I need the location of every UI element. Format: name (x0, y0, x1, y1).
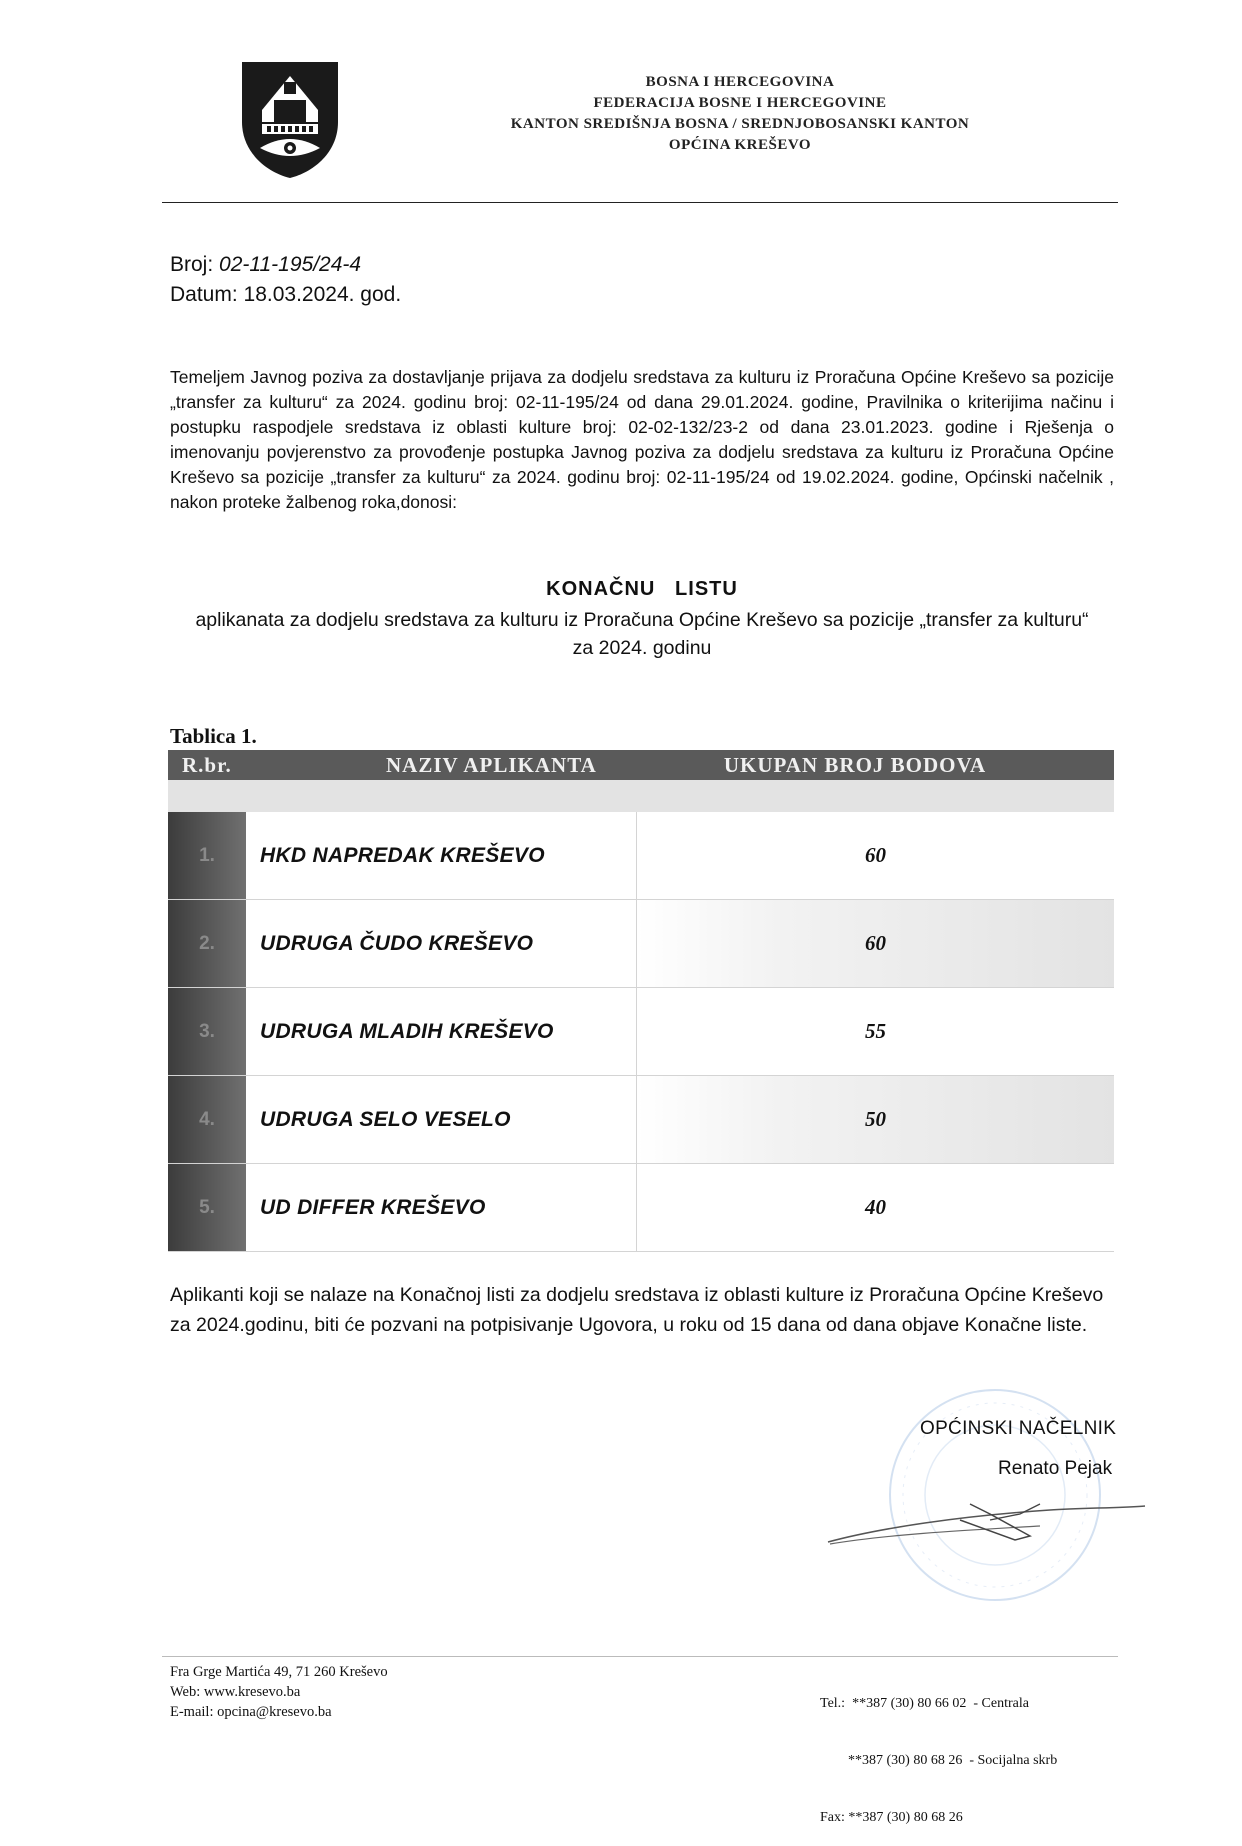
header-bodovi: UKUPAN BROJ BODOVA (723, 752, 987, 777)
document-title: KONAČNU LISTU (546, 578, 738, 600)
applicant-points: 50 (637, 1076, 1114, 1163)
signatory-title: OPĆINSKI NAČELNIK (920, 1418, 1117, 1439)
applicant-points: 40 (637, 1164, 1114, 1251)
handwritten-signature-icon (820, 1480, 1150, 1570)
intro-paragraph: Temeljem Javnog poziva za dostavljanje prijava za dodjelu sredstava za kulturu iz Proračuna Općine Kreševo sa pozicije „transfer za kulturu“ za 2024. godinu broj: 02-11-195/24 od dana 29.01.2024. godine, Pravilnika o kriterijima načinu i postupku raspodjele sredstava iz oblasti kulture broj: 02-02-132/23-2 od dana 23.01.2023. godine i Rješenja o imenovanju povjerenstvo za provođenje postupka Javnog poziva za dodjelu sredstava za kulturu iz Proračuna Općine Kreševo sa pozicije „transfer za kulturu“ za 2024. godinu broj: 02-11-195/24 od 19.02.2024. godine, Općinski načelnik , nakon proteke žalbenog roka,donosi: (170, 367, 1114, 512)
reference-number: Broj: 02-11-195/24-4 (170, 253, 362, 276)
applicant-name: UDRUGA MLADIH KREŠEVO (246, 988, 637, 1075)
header-naziv: NAZIV APLIKANTA (386, 752, 597, 777)
table-caption: Tablica 1. (170, 724, 257, 748)
row-number: 1. (168, 812, 246, 899)
reference-date: Datum: 18.03.2024. god. (170, 283, 402, 306)
footer-email: E-mail: opcina@kresevo.ba (170, 1704, 332, 1720)
footer-fax: Fax: **387 (30) 80 68 26 (820, 1810, 963, 1825)
header-canton: KANTON SREDIŠNJA BOSNA / SREDNJOBOSANSKI KANTON (510, 116, 970, 132)
table-row (168, 1164, 1114, 1252)
table-row (168, 900, 1114, 988)
applicant-points: 55 (637, 988, 1114, 1075)
results-table (168, 750, 1114, 1252)
table-header-band (168, 780, 1114, 812)
header-country: BOSNA I HERCEGOVINA (645, 74, 835, 90)
header-rbr: R.br. (182, 752, 232, 777)
document-reference (170, 250, 401, 310)
row-number: 3. (168, 988, 246, 1075)
applicant-points: 60 (637, 812, 1114, 899)
footer-contact-left (170, 1662, 388, 1722)
footer-address: Fra Grge Martića 49, 71 260 Kreševo (170, 1664, 388, 1680)
table-header (168, 750, 1114, 780)
subtitle-line-2: za 2024. godinu (572, 637, 712, 659)
applicant-name: HKD NAPREDAK KREŠEVO (246, 812, 637, 899)
header-federation: FEDERACIJA BOSNE I HERCEGOVINE (593, 95, 887, 111)
subtitle-line-1: aplikanata za dodjelu sredstava za kulturu iz Proračuna Općine Kreševo sa pozicije „transfer za kulturu“ (195, 609, 1089, 631)
closing-paragraph: Aplikanti koji se nalaze na Konačnoj listi za dodjelu sredstava iz oblasti kulture iz Proračuna Općine Kreševo za 2024.godinu, biti će pozvani na potpisivanje Ugovora, u roku od 15 dana od dana objave Konačne liste. (170, 1284, 1104, 1336)
table-row (168, 1076, 1114, 1164)
applicant-points: 60 (637, 900, 1114, 987)
row-number: 2. (168, 900, 246, 987)
footer-tel-central: Tel.: **387 (30) 80 66 02 - Centrala (820, 1696, 1029, 1711)
document-header (440, 72, 1040, 156)
coat-of-arms-icon (240, 60, 340, 180)
row-number: 5. (168, 1164, 246, 1251)
applicant-name: UD DIFFER KREŠEVO (246, 1164, 637, 1251)
header-divider (162, 202, 1118, 203)
signatory-name: Renato Pejak (998, 1458, 1113, 1479)
applicant-name: UDRUGA ČUDO KREŠEVO (246, 900, 637, 987)
applicant-name: UDRUGA SELO VESELO (246, 1076, 637, 1163)
footer-web: Web: www.kresevo.ba (170, 1684, 301, 1700)
footer-tel-social: **387 (30) 80 68 26 - Socijalna skrb (820, 1753, 1058, 1768)
table-row (168, 812, 1114, 900)
header-municipality: OPĆINA KREŠEVO (668, 137, 812, 153)
table-row (168, 988, 1114, 1076)
footer-contact-right (820, 1656, 1057, 1846)
document-subtitle (160, 606, 1124, 662)
row-number: 4. (168, 1076, 246, 1163)
